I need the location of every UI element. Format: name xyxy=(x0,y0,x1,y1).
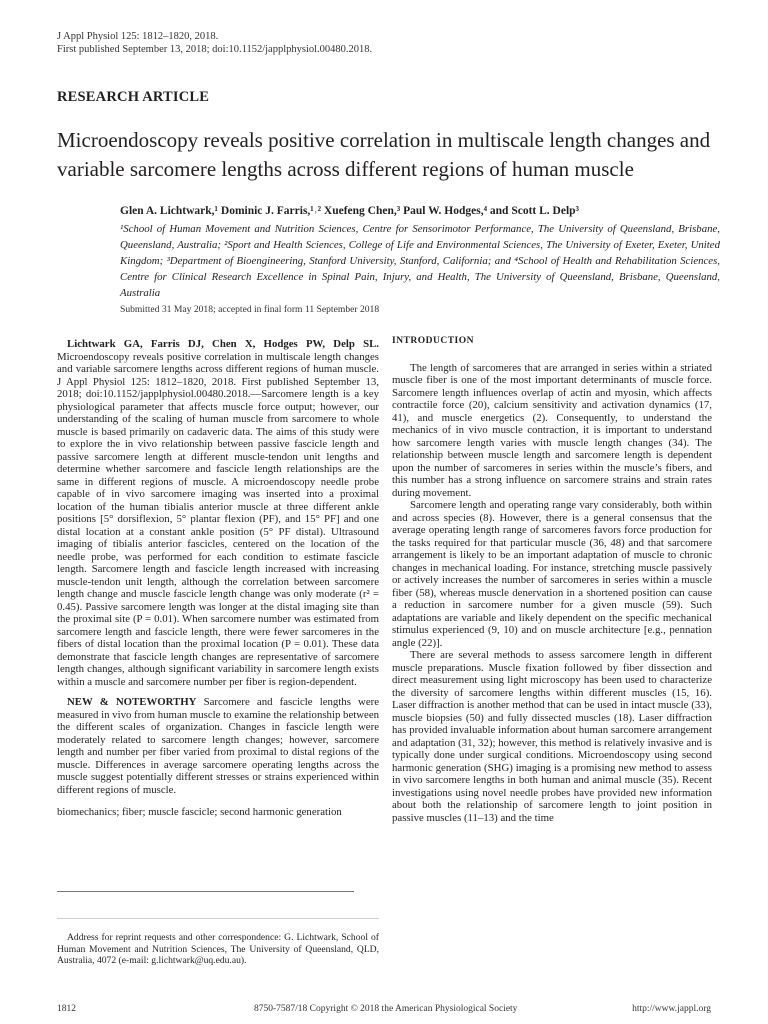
new-noteworthy-label: NEW & NOTEWORTHY xyxy=(67,696,197,708)
intro-paragraph-2: Sarcomere length and operating range vary considerably, both within and across species (8). However, there is a general consensus that the average operating length range of sarcomeres favors force production for the tasks required for that particular muscle (36, 48) and that sarcomere arrangement is likely to be an important adaptation of muscle to chronic changes in mechanical loading. For instance, stretching muscle passively or actively increases the number of sarcomeres in series within a muscle fiber (58), whereas muscle denervation in a shortened position can cause a reduction in sarcomere number for a given muscle (59). Such adaptations are variable and likely dependent on the specific mechanical stimulus experienced (9, 10) and on muscle architecture [e.g., pennation angle (22)]. xyxy=(392,499,712,649)
journal-url-link[interactable]: http://www.jappl.org xyxy=(632,1004,711,1014)
article-title: Microendoscopy reveals positive correlation in multiscale length changes and variable sarcomere lengths across different regions of human muscle xyxy=(57,128,711,181)
first-published-line: First published September 13, 2018; doi:10.1152/japplphysiol.00480.2018. xyxy=(57,44,373,55)
copyright-notice: 8750-7587/18 Copyright © 2018 the American Physiological Society xyxy=(254,1004,518,1014)
journal-reference: J Appl Physiol 125: 1812–1820, 2018. xyxy=(57,31,219,42)
keywords-divider xyxy=(57,891,354,892)
abstract-text: Microendoscopy reveals positive correlation in multiscale length changes and variable sarcomere lengths across different regions of human muscle. J Appl Physiol 125: 1812–1820, 2018. First published September 13, 2018; doi:10.1152/japplphysiol.00480.2018.—Sarcomere length is a key physiological parameter that affects muscle force output; however, our understanding of the scaling of human muscle from sarcomere to whole muscle is based primarily on cadaveric data. The aims of this study were to explore the in vivo relationship between passive fascicle length and passive sarcomere length at different muscle-tendon unit lengths and determine whether sarcomere and fascicle length relationships are the same in different regions of muscle. A microendoscopy needle probe capable of in vivo sarcomere imaging was inserted into a proximal location of the human tibialis anterior muscle at three different ankle positions [5° dorsiflexion, 5° plantar flexion (PF), and 15° PF] and one distal location at a constant ankle position (5° PF distal). Ultrasound imaging of tibialis anterior fascicles, centered on the location of the needle probe, was performed for each condition to estimate fascicle length. Sarcomere length and fascicle length increased with increasing muscle-tendon unit length, although the correlation between sarcomere length change and muscle fascicle length change was only moderate (r² = 0.45). Passive sarcomere length was longer at the distal imaging site than the proximal site (P = 0.01). When sarcomere number was estimated from sarcomere length and fascicle length, there were fewer sarcomeres in the fibers of distal location than the proximal location (P = 0.01). These data demonstrate that fascicle length changes are representative of sarcomere length changes, although significant variability in sarcomere length exists within a muscle and sarcomere number per fiber is region-dependent. xyxy=(57,350,379,688)
journal-header xyxy=(57,30,372,56)
intro-paragraph-3: There are several methods to assess sarcomere length in different muscle preparations. Muscle fixation followed by fiber dissection and direct measurement using light microscopy has been used to characterize the diversity of sarcomere lengths within different muscles (15, 16). Laser diffraction is another method that can be used in intact muscle (33), muscle biopsies (50) and fully dissected muscles (18). Laser diffraction has provided invaluable information about human sarcomere arrangement and adaptation (31, 32); however, this method is relatively invasive and is typically done under surgical conditions. Microendoscopy using second harmonic generation (SHG) imaging is a promising new method to assess in vivo sarcomere lengths in both human and animal muscle (35). Recent investigations using novel needle probes have provided new information about both the relationship of sarcomere length to joint position in passive muscles (11–13) and the time xyxy=(392,649,712,824)
abstract-column xyxy=(57,338,379,819)
section-label: RESEARCH ARTICLE xyxy=(57,89,210,105)
keywords: biomechanics; fiber; muscle fascicle; second harmonic generation xyxy=(57,806,342,818)
page-number: 1812 xyxy=(57,1004,76,1014)
new-noteworthy xyxy=(57,696,379,796)
submission-dates: Submitted 31 May 2018; accepted in final form 11 September 2018 xyxy=(120,304,380,315)
footnote-text: Address for reprint requests and other correspondence: G. Lichtwark, School of Human Movement and Nutrition Sciences, The University of Queensland, QLD, Australia, 4072 (e-mail: g.lichtwark@uq.edu.au). xyxy=(57,932,379,966)
introduction-column xyxy=(392,335,712,824)
new-noteworthy-text: Sarcomere and fascicle lengths were measured in vivo from human muscle to examine the relationship between the different scales of organization. Changes in fascicle length were moderately related to sarcomere length changes; however, sarcomere length and number per fiber varied from proximal to distal regions of the muscle. Differences in average sarcomere operating lengths across the muscle suggest potentially different stresses or strains experienced within different regions of muscle. xyxy=(57,696,380,796)
citation-authors: Lichtwark GA, Farris DJ, Chen X, Hodges PW, Delp SL. xyxy=(67,338,379,350)
introduction-heading: INTRODUCTION xyxy=(392,336,475,346)
author-list: Glen A. Lichtwark,¹ Dominic J. Farris,¹˒² Xuefeng Chen,³ Paul W. Hodges,⁴ and Scott L. Delp³ xyxy=(120,205,579,217)
affiliations: ¹School of Human Movement and Nutrition Sciences, Centre for Sensorimotor Performance, The University of Queensland, Brisbane, Queensland, Australia; ²Sport and Health Sciences, College of Life and Environmental Sciences, The University of Exeter, Exeter, United Kingdom; ³Department of Bioengineering, Stanford University, Stanford, California; and ⁴School of Health and Rehabilitation Sciences, Centre for Clinical Research Excellence in Spinal Pain, Injury, and Health, The University of Queensland, Brisbane, Queensland, Australia xyxy=(120,223,720,299)
intro-paragraph-1: The length of sarcomeres that are arranged in series within a striated muscle fiber is one of the most important determinants of muscle force. Sarcomere length influences overlap of actin and myosin, which affects contractile force (20), calcium sensitivity and activation dynamics (17, 41), and muscle energetics (2). Consequently, to understand the mechanics of in vivo muscle contraction, it is important to understand how sarcomere length varies with muscle length changes (34). The relationship between muscle length and sarcomere length is dependent upon the number of sarcomeres in series within the muscle’s fibers, and this number has a strong influence on sarcomere strains and strain rates during movement. xyxy=(392,361,712,499)
correspondence-footnote xyxy=(57,932,379,967)
abstract xyxy=(57,338,379,688)
footnote-divider xyxy=(57,918,379,919)
